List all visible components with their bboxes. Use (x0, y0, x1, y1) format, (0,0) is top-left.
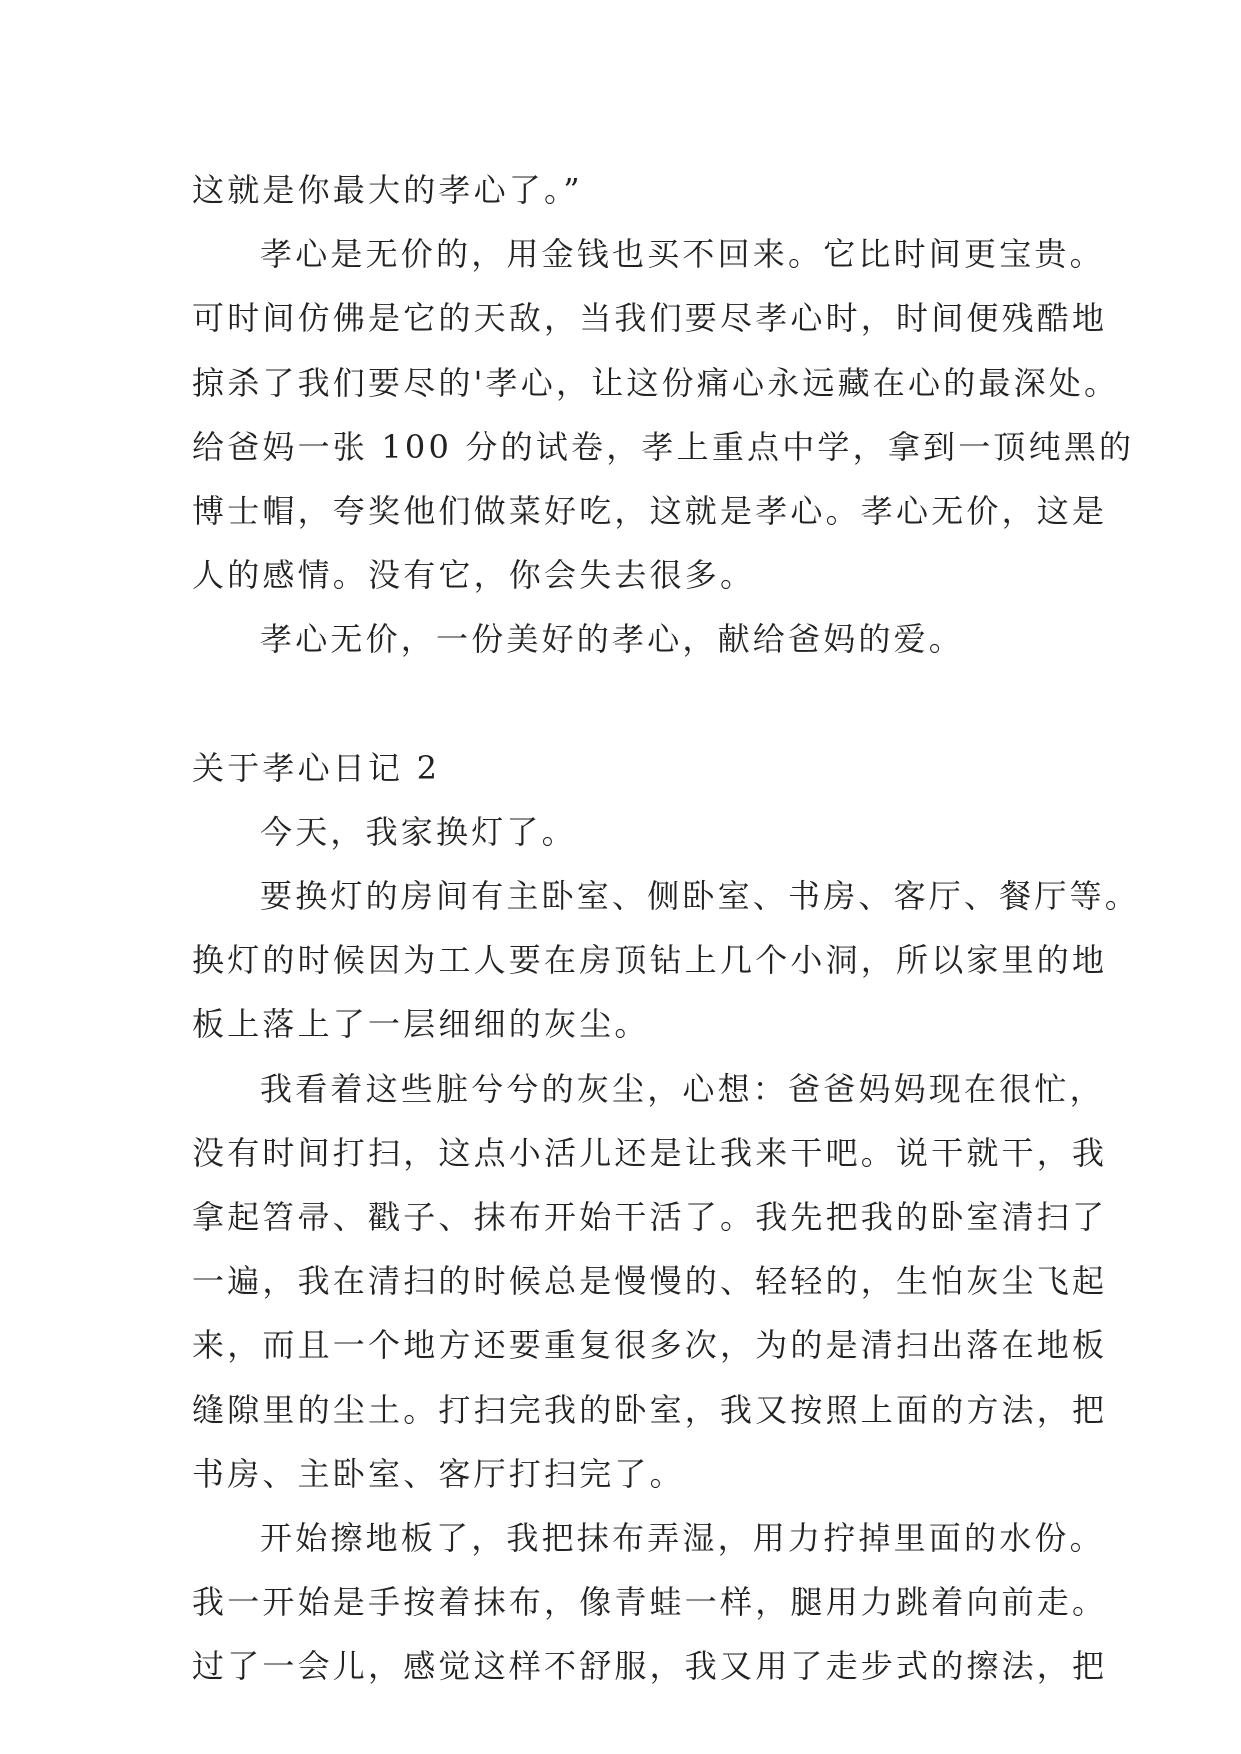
paragraph-start-line: 今天，我家换灯了。 (260, 812, 577, 851)
text-line: 一遍，我在清扫的时候总是慢慢的、轻轻的，生怕灰尘飞起 (192, 1262, 1108, 1301)
document-body (192, 158, 1141, 1699)
text-line: 给爸妈一张 100 分的试卷，孝上重点中学，拿到一顶纯黑的 (192, 427, 1135, 466)
text-line: 换灯的时候因为工人要在房顶钻上几个小洞，所以家里的地 (192, 941, 1108, 980)
section-heading: 关于孝心日记 2 (192, 748, 441, 787)
paragraph-start-line: 孝心是无价的，用金钱也买不回来。它比时间更宝贵。 (260, 235, 1105, 274)
text-line: 板上落上了一层细细的灰尘。 (192, 1005, 650, 1044)
text-line: 可时间仿佛是它的天敌，当我们要尽孝心时，时间便残酷地 (192, 299, 1108, 338)
text-line: 缝隙里的尘土。打扫完我的卧室，我又按照上面的方法，把 (192, 1390, 1108, 1429)
text-line: 过了一会儿，感觉这样不舒服，我又用了走步式的擦法，把 (192, 1647, 1108, 1686)
text-line: 掠杀了我们要尽的'孝心，让这份痛心永远藏在心的最深处。 (192, 363, 1120, 402)
text-line: 这就是你最大的孝心了。” (192, 171, 583, 209)
paragraph-start-line: 要换灯的房间有主卧室、侧卧室、书房、客厅、餐厅等。 (260, 877, 1141, 916)
paragraph-start-line: 我看着这些脏兮兮的灰尘，心想：爸爸妈妈现在很忙， (260, 1069, 1105, 1108)
text-line: 书房、主卧室、客厅打扫完了。 (192, 1454, 685, 1493)
text-line: 我一开始是手按着抹布，像青蛙一样，腿用力跳着向前走。 (192, 1583, 1108, 1622)
text-line: 来，而且一个地方还要重复很多次，为的是清扫出落在地板 (192, 1326, 1108, 1365)
text-line: 人的感情。没有它，你会失去很多。 (192, 556, 756, 595)
text-line: 博士帽，夸奖他们做菜好吃，这就是孝心。孝心无价，这是 (192, 491, 1108, 530)
text-line: 拿起笤帚、戳子、抹布开始干活了。我先把我的卧室清扫了 (192, 1198, 1108, 1236)
text-line: 没有时间打扫，这点小活儿还是让我来干吧。说干就干，我 (192, 1133, 1108, 1172)
section-gap (192, 672, 1072, 736)
paragraph-start-line: 开始擦地板了，我把抹布弄湿，用力拧掉里面的水份。 (260, 1518, 1105, 1557)
paragraph-start-line: 孝心无价，一份美好的孝心，献给爸妈的爱。 (260, 620, 965, 659)
